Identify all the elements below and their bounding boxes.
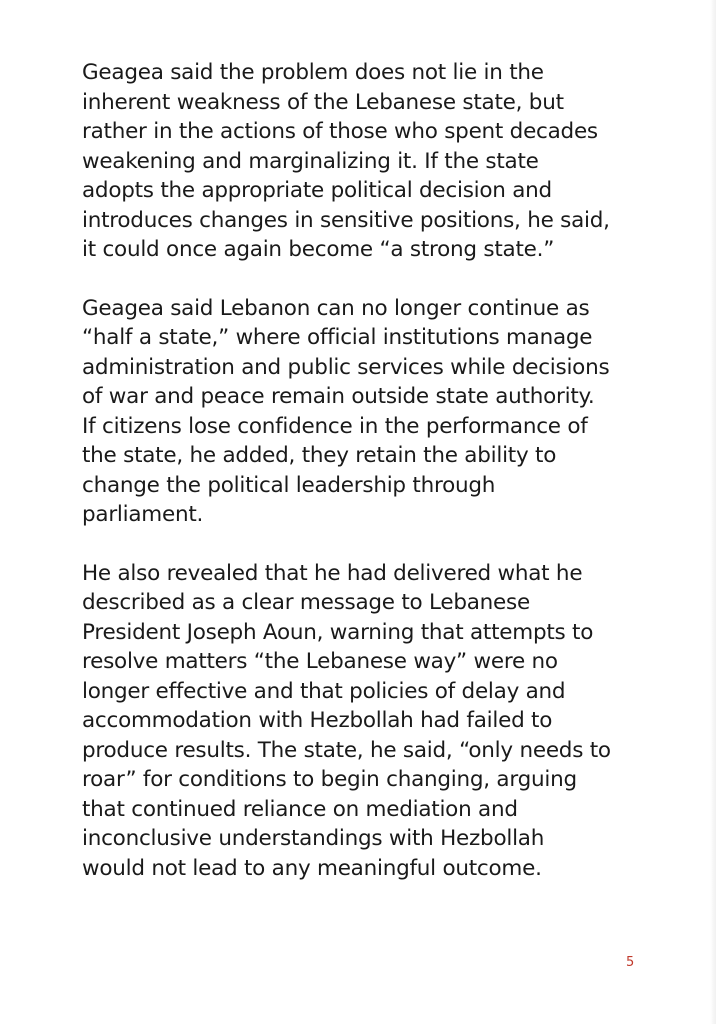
text-line: He also revealed that he had delivered what he <box>82 560 583 586</box>
text-line: administration and public services while decisions <box>82 354 610 380</box>
text-line: described as a clear message to Lebanese <box>82 590 530 615</box>
text-line: rather in the actions of those who spent decades <box>82 119 598 144</box>
text-line: accommodation with Hezbollah had failed to <box>82 708 553 733</box>
text-line: President Joseph Aoun, warning that attempts to <box>82 619 594 645</box>
text-line: Geagea said the problem does not lie in the <box>82 60 544 85</box>
text-line: longer effective and that policies of delay and <box>82 678 566 704</box>
text-line: resolve matters “the Lebanese way” were no <box>82 649 558 674</box>
page-edge-shadow <box>710 0 716 1024</box>
text-line: the state, he added, they retain the ability to <box>82 443 557 468</box>
text-line: “half a state,” where official institutions manage <box>82 325 593 350</box>
text-line: If citizens lose confidence in the performance of <box>82 413 588 439</box>
text-line: change the political leadership through <box>82 472 496 498</box>
text-line: that continued reliance on mediation and <box>82 796 518 822</box>
text-line: parliament. <box>82 502 204 527</box>
paragraph-3 <box>82 559 642 884</box>
text-line: it could once again become “a strong state.” <box>82 237 555 262</box>
text-line: produce results. The state, he said, “only needs to <box>82 737 611 763</box>
document-body <box>82 58 642 883</box>
paragraph-2 <box>82 294 642 530</box>
page-number: 5 <box>626 955 635 970</box>
text-line: inconclusive understandings with Hezbollah <box>82 826 545 851</box>
text-line: roar” for conditions to begin changing, arguing <box>82 767 577 792</box>
text-line: weakening and marginalizing it. If the state <box>82 148 539 174</box>
text-line: Geagea said Lebanon can no longer continue as <box>82 295 590 321</box>
paragraph-1 <box>82 58 642 265</box>
text-line: would not lead to any meaningful outcome. <box>82 855 542 881</box>
text-line: introduces changes in sensitive positions, he said, <box>82 207 610 233</box>
text-line: inherent weakness of the Lebanese state, but <box>82 89 564 115</box>
text-line: of war and peace remain outside state authority. <box>82 384 595 409</box>
text-line: adopts the appropriate political decision and <box>82 178 552 203</box>
